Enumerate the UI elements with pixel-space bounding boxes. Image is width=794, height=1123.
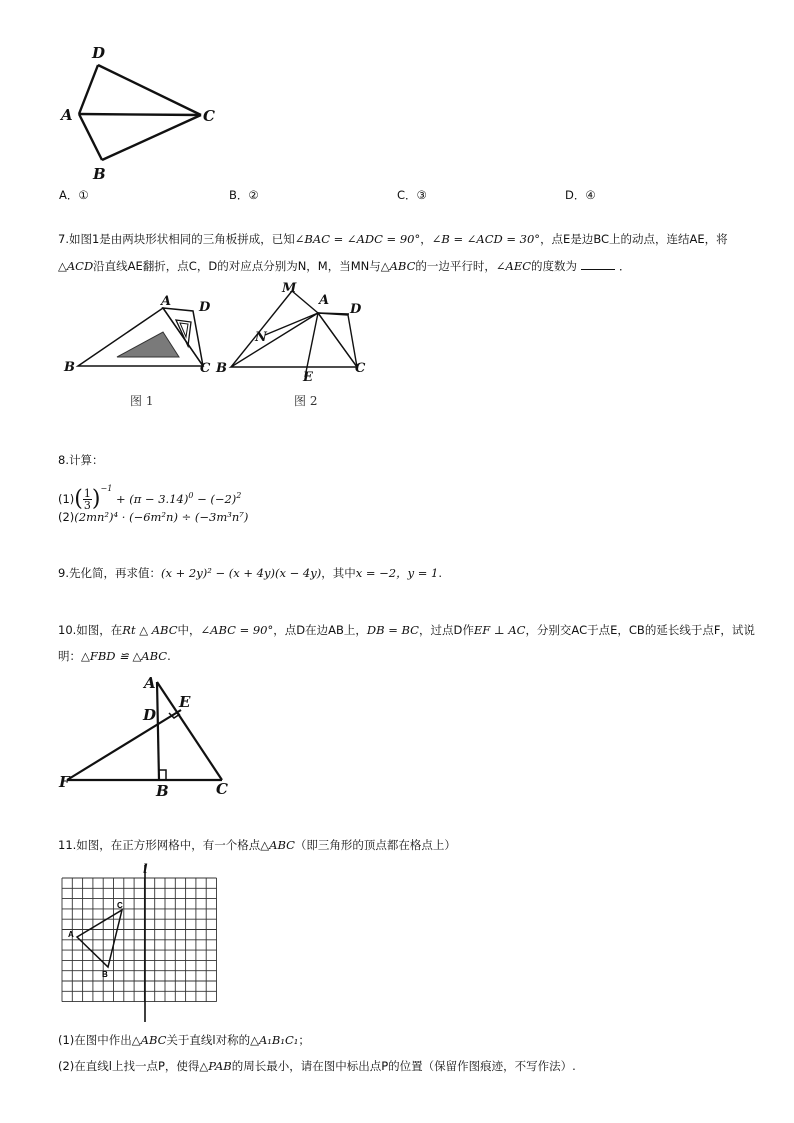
fig2-label-d: D	[350, 302, 362, 317]
q11-part-1: (1)在图中作出△ABC关于直线l对称的△A₁B₁C₁；	[58, 1033, 310, 1047]
fig2-label-m: M	[282, 281, 297, 296]
q11-part-2: (2)在直线l上找一点P，使得△PAB的周长最小，请在图中标出点P的位置（保留作图痕迹，不写作法）.	[58, 1059, 576, 1073]
fig1-label-b: B	[64, 360, 75, 375]
q7-line-2: △ACD沿直线AE翻折，点C，D的对应点分别为N，M，当MN与△ABC的一边平行时，∠AEC的度数为 ．	[58, 259, 631, 273]
q7-line-1: 7.如图1是由两块形状相同的三角板拼成，已知∠BAC = ∠ADC = 90°，∠B = ∠ACD = 30°，点E是边BC上的动点，连结AE，将	[58, 232, 728, 246]
line-l-label: l	[143, 862, 148, 876]
q9-line: 9.先化简，再求值：(x + 2y)² − (x + 4y)(x − 4y)，其中x = −2，y = 1.	[58, 566, 443, 580]
q8-part-1: (1)( $\frac{1}{3}$ )$^{-1} + (\pi - 3.14)^0 - (-2)^2$	[58, 484, 242, 512]
fig1-label-c: C	[200, 361, 211, 376]
label-c: C	[203, 107, 215, 125]
q11-grid-figure	[60, 860, 220, 1025]
grid-label-a: A	[68, 930, 74, 939]
option-c[interactable]: C．③	[397, 188, 427, 202]
label-d: D	[92, 44, 106, 62]
fig1-label-a: A	[161, 294, 172, 309]
option-b[interactable]: B．②	[229, 188, 259, 202]
q7-figure-1	[60, 290, 220, 415]
fig2-caption: 图 2	[294, 394, 318, 408]
q7-figure-2	[215, 280, 375, 415]
q10-line-2: 明：△FBD ≌ △ABC.	[58, 649, 171, 663]
fig2-label-c: C	[355, 361, 366, 376]
fig2-label-e: E	[303, 370, 313, 385]
grid-label-c: C	[117, 901, 123, 910]
q10-label-e: E	[179, 693, 191, 711]
q10-label-f: F	[59, 773, 70, 791]
answer-blank[interactable]	[581, 269, 615, 270]
q10-line-1: 10.如图，在Rt △ ABC中，∠ABC = 90°，点D在边AB上，DB = BC，过点D作EF ⊥ AC，分别交AC于点E，CB的延长线于点F，试说	[58, 623, 755, 637]
q10-label-a: A	[144, 674, 156, 692]
fig2-label-n: N	[255, 330, 267, 345]
option-a[interactable]: A．①	[59, 188, 89, 202]
grid-label-b: B	[102, 970, 108, 979]
q8-title: 8.计算：	[58, 453, 104, 467]
q10-figure	[55, 670, 245, 805]
fig1-label-d: D	[199, 300, 211, 315]
fig1-caption: 图 1	[130, 394, 154, 408]
q10-label-c: C	[216, 780, 228, 798]
q10-label-b: B	[156, 782, 169, 800]
label-b: B	[93, 165, 106, 183]
triangle-abc	[77, 910, 122, 967]
q10-label-d: D	[143, 706, 157, 724]
label-a: A	[61, 106, 73, 124]
q6-figure	[55, 40, 235, 190]
fig2-label-a: A	[319, 293, 330, 308]
q8-part-2: (2)(2mn²)⁴ · (−6m²n) ÷ (−3m³n⁷)	[58, 510, 249, 524]
option-d[interactable]: D．④	[565, 188, 596, 202]
fig2-label-b: B	[216, 361, 227, 376]
q11-line-1: 11.如图，在正方形网格中，有一个格点△ABC（即三角形的顶点都在格点上）	[58, 838, 456, 852]
